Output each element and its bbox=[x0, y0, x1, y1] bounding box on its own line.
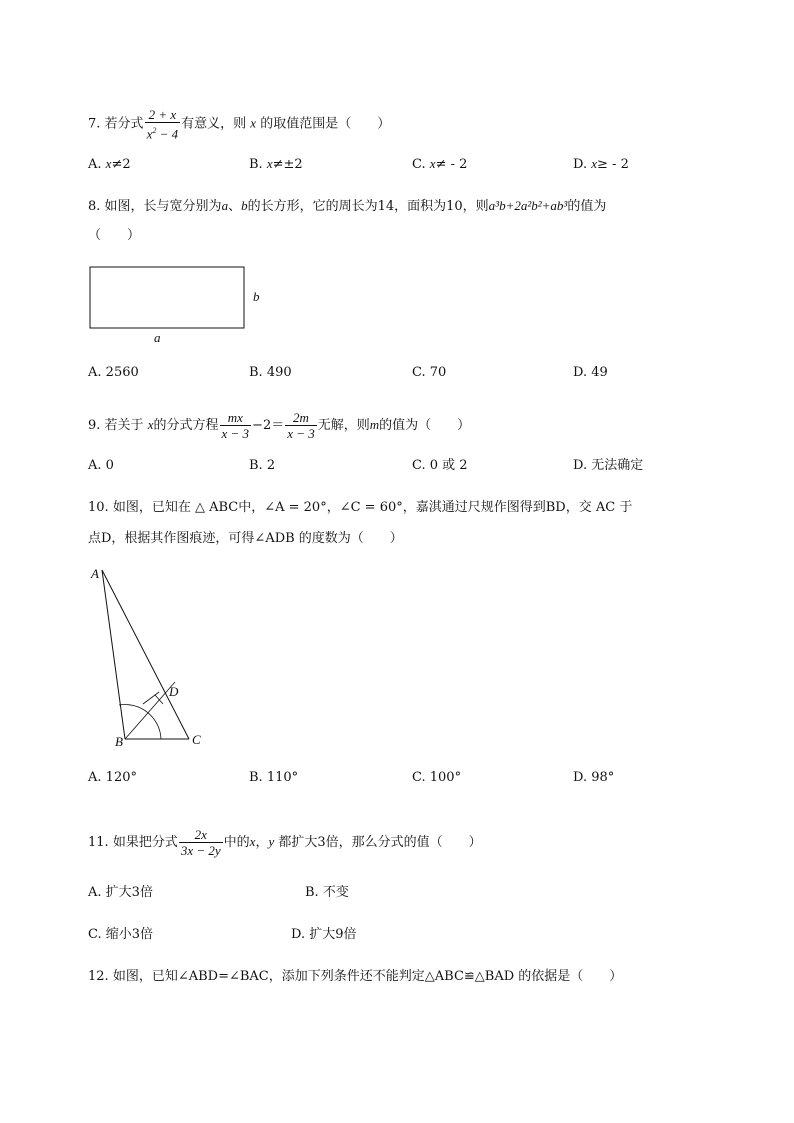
label-a: a bbox=[154, 330, 161, 345]
option-a[interactable]: A. 0 bbox=[88, 458, 114, 473]
construction-mark-2 bbox=[155, 695, 163, 704]
option-b[interactable]: B. x≠±2 bbox=[249, 156, 303, 172]
rectangle-figure bbox=[80, 260, 280, 350]
option-b[interactable]: B. 110° bbox=[249, 770, 299, 785]
question-7-stem: 7. 若分式 $\frac{2 + x}{x^2 - 4}$ 有意义，则 x 的取值范围是（ ） bbox=[88, 107, 391, 142]
option-a[interactable]: A. 扩大3倍 bbox=[88, 885, 153, 900]
question-9-stem: 9. 若关于 x的分式方程 $\frac{mx}{x - 3}$ −2＝ $\frac{2m}{x - 3}$ 无解，则m的值为（ ） bbox=[88, 410, 471, 441]
question-8-stem: 8. 如图，长与宽分别为a、b的长方形，它的周长为14，面积为10，则a³b+2a²b²+ab³的值为 bbox=[88, 198, 607, 214]
rectangle-shape bbox=[90, 267, 244, 328]
option-b[interactable]: B. 不变 bbox=[305, 885, 349, 900]
answer-paren: （ ） bbox=[88, 228, 141, 243]
label-b: B bbox=[115, 734, 123, 749]
label-b: b bbox=[253, 289, 260, 304]
label-d: D bbox=[169, 684, 179, 699]
option-b[interactable]: B. 2 bbox=[249, 458, 276, 473]
option-d[interactable]: D. 无法确定 bbox=[573, 458, 644, 473]
question-number: 11. bbox=[88, 835, 109, 850]
option-a[interactable]: A. 2560 bbox=[88, 365, 139, 380]
question-11-stem: 11. 如果把分式 $\frac{2x}{3x - 2y}$ 中的x，y 都扩大3倍，那么分式的值（ ） bbox=[88, 827, 482, 858]
question-10-stem: 10. 如图，已知在 △ ABC中，∠A = 20°，∠C = 60°，嘉淇通过尺规作图得到BD，交 AC 于 bbox=[88, 500, 633, 515]
option-d[interactable]: D. 扩大9倍 bbox=[291, 927, 357, 942]
construction-mark-1 bbox=[143, 692, 159, 704]
option-a[interactable]: A. x≠2 bbox=[88, 156, 131, 172]
side-ab bbox=[102, 570, 125, 739]
expression: a³b+2a²b²+ab³ bbox=[488, 198, 568, 213]
question-number: 9. bbox=[88, 418, 101, 433]
question-number: 10. bbox=[88, 500, 109, 515]
triangle-figure bbox=[85, 562, 215, 752]
fraction-right: $\frac{2m}{x - 3}$ bbox=[287, 410, 315, 441]
option-d[interactable]: D. x≥ - 2 bbox=[573, 156, 629, 172]
label-a: A bbox=[91, 566, 99, 581]
option-a[interactable]: A. 120° bbox=[88, 770, 137, 785]
side-ac bbox=[102, 570, 189, 739]
option-c[interactable]: C. 缩小3倍 bbox=[88, 927, 154, 942]
option-d[interactable]: D. 98° bbox=[573, 770, 615, 785]
label-c: C bbox=[192, 732, 201, 747]
option-c[interactable]: C. 0 或 2 bbox=[412, 458, 468, 473]
question-number: 7. bbox=[88, 116, 101, 132]
question-number: 8. bbox=[88, 199, 101, 214]
question-10-stem-line2: 点D，根据其作图痕迹，可得∠ADB 的度数为（ ） bbox=[88, 531, 403, 546]
fraction: $\frac{2x}{3x - 2y}$ bbox=[180, 827, 221, 858]
fraction-left: $\frac{mx}{x - 3}$ bbox=[221, 410, 250, 441]
question-number: 12. bbox=[88, 969, 109, 984]
option-c[interactable]: C. x≠ - 2 bbox=[412, 156, 468, 172]
option-c[interactable]: C. 100° bbox=[412, 770, 462, 785]
option-b[interactable]: B. 490 bbox=[249, 365, 292, 380]
bisector-bd bbox=[125, 682, 175, 739]
option-d[interactable]: D. 49 bbox=[573, 365, 608, 380]
option-c[interactable]: C. 70 bbox=[412, 365, 447, 380]
question-12-stem: 12. 如图，已知∠ABD=∠BAC，添加下列条件还不能判定△ABC≌△BAD 的依据是（ ） bbox=[88, 969, 623, 984]
fraction: $\frac{2 + x}{x^2 - 4}$ bbox=[146, 107, 179, 142]
